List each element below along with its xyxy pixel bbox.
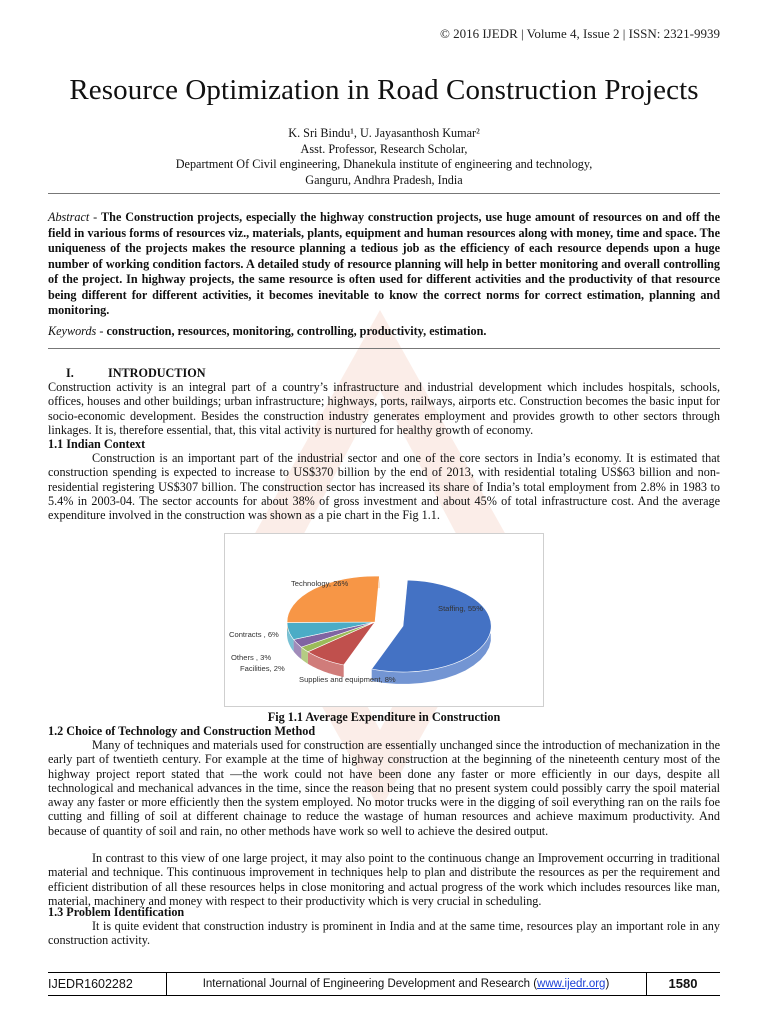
subsection-heading: 1.2 Choice of Technology and Construction Method bbox=[48, 724, 316, 738]
indian-context-paragraph: Construction is an important part of the industrial sector and one of the core sectors in India’s economy. It is estimated that construction spending is expected to increase to US$370 billion by the end of 2013, with residential totaling US$63 billion and non-residential registering US$307 billion. The construction sector has increased its share of India’s total employment from 2.8% in 1983 to 5.4% in 2003-04. The sector accounts for about 38% of gross investment and about 45% of total infrastructure cost. And the average expenditure involved in the construction was shown as a pie chart in the Fig 1.1. bbox=[48, 451, 720, 523]
author-names: K. Sri Bindu¹, U. Jayasanthosh Kumar² bbox=[288, 126, 480, 140]
pie-chart bbox=[225, 534, 543, 706]
page-footer bbox=[48, 972, 720, 996]
keywords-text: construction, resources, monitoring, controlling, productivity, estimation. bbox=[106, 324, 487, 338]
intro-paragraph: Construction activity is an integral part of a country’s infrastructure and industrial development which includes hospitals, schools, offices, houses and other buildings; urban infrastructure; highways, ports, railways, airports etc. Construction becomes the basic input for socio-economic development. Besides the construction industry generates employment and provides growth to other sectors through linkages. It is, therefore essential, that, this vital activity is nurtured for healthy growth of economy. bbox=[48, 380, 720, 437]
paper-title: Resource Optimization in Road Construction Projects bbox=[69, 74, 699, 106]
subsection-heading: 1.3 Problem Identification bbox=[48, 905, 185, 919]
section-heading bbox=[66, 366, 206, 381]
abstract-text: The Construction projects, especially the highway construction projects, use huge amount of resources on and off the field in various forms of resources viz., materials, plants, equipment and human resources along with money, time and space. The uniqueness of the projects makes the resource planning a tedious job as the efficiency of each resource depends upon a huge number of working condition factors. A detailed study of resource planning will help in better monitoring and overall controlling of the project. In highway projects, the same resource is often used for different activities and the productivity of that resource being different for different activities, it becomes inevitable to know the correct norms for correct estimation, planning and monitoring. bbox=[48, 210, 721, 317]
journal-name-text: International Journal of Engineering Development and Research ( bbox=[202, 978, 538, 990]
keywords-label: Keywords - bbox=[48, 324, 104, 338]
pie-slice-label: Facilities, 2% bbox=[240, 664, 285, 673]
author-block bbox=[0, 126, 768, 188]
figure-caption: Fig 1.1 Average Expenditure in Construction bbox=[267, 710, 501, 724]
problem-paragraph: It is quite evident that construction industry is prominent in India and at the same time, resources play an important role in any construction activity. bbox=[48, 919, 720, 948]
author-department: Department Of Civil engineering, Dhanekula institute of engineering and technology, bbox=[175, 157, 593, 171]
pie-slice-label: Technology, 26% bbox=[291, 579, 349, 588]
journal-link[interactable]: www.ijedr.org bbox=[537, 978, 606, 990]
paper-id: IJEDR1602282 bbox=[48, 972, 167, 996]
continuous-improvement-paragraph: In contrast to this view of one large project, it may also point to the continuous change an Improvement occurring in traditional material and technique. This continuous improvement in techniques help to plan and distribute the resources as per the requirement and efficient distribution of all these resources helps in close monitoring and actual progress of the work which includes resources like man, material, machinery and money with respect to their productivity which is very crucial in scheduling. bbox=[48, 851, 720, 908]
subsection-heading: 1.1 Indian Context bbox=[48, 437, 146, 451]
pie-slice-label: Contracts , 6% bbox=[229, 630, 279, 639]
pie-slice-label: Others , 3% bbox=[231, 653, 272, 662]
journal-header-line: © 2016 IJEDR | Volume 4, Issue 2 | ISSN: 2321-9939 bbox=[439, 26, 720, 41]
pie-slice-label: Staffing, 55% bbox=[438, 604, 484, 613]
section-number: I. bbox=[66, 366, 74, 380]
divider bbox=[48, 193, 720, 194]
pie-chart-figure bbox=[224, 533, 544, 707]
pie-slice-label: Supplies and equipment, 8% bbox=[299, 675, 396, 684]
technology-paragraph: Many of techniques and materials used for construction are essentially unchanged since the introduction of mechanization in the early part of twentieth century. For example at the time of highway construction at the beginning of the nineteenth century most of the highway project report stated that —the work could not have been done any faster or more efficiently in our days, despite all technological and mechanical advances in the time, since the reason being that no present system could possibly carry the spoil material away any faster or more efficiently then the system employed. No motor trucks were in the digging of soil everything ran on the rails foe cutting and filling of soil at different chainage to reduce the wastage of human resources and achieve maximum productivity. And because of quantity of soil and rain, no other methods have work so well to achieve the desired output. bbox=[48, 738, 720, 838]
page-number: 1580 bbox=[646, 972, 720, 996]
divider bbox=[48, 348, 720, 349]
author-positions: Asst. Professor, Research Scholar, bbox=[300, 141, 468, 156]
journal-name-close: ) bbox=[605, 978, 610, 990]
author-location: Ganguru, Andhra Pradesh, India bbox=[305, 172, 463, 187]
abstract-label: Abstract - bbox=[48, 210, 98, 224]
keywords bbox=[48, 324, 720, 340]
abstract bbox=[48, 210, 720, 319]
section-title: INTRODUCTION bbox=[108, 366, 206, 380]
journal-name bbox=[166, 972, 647, 996]
